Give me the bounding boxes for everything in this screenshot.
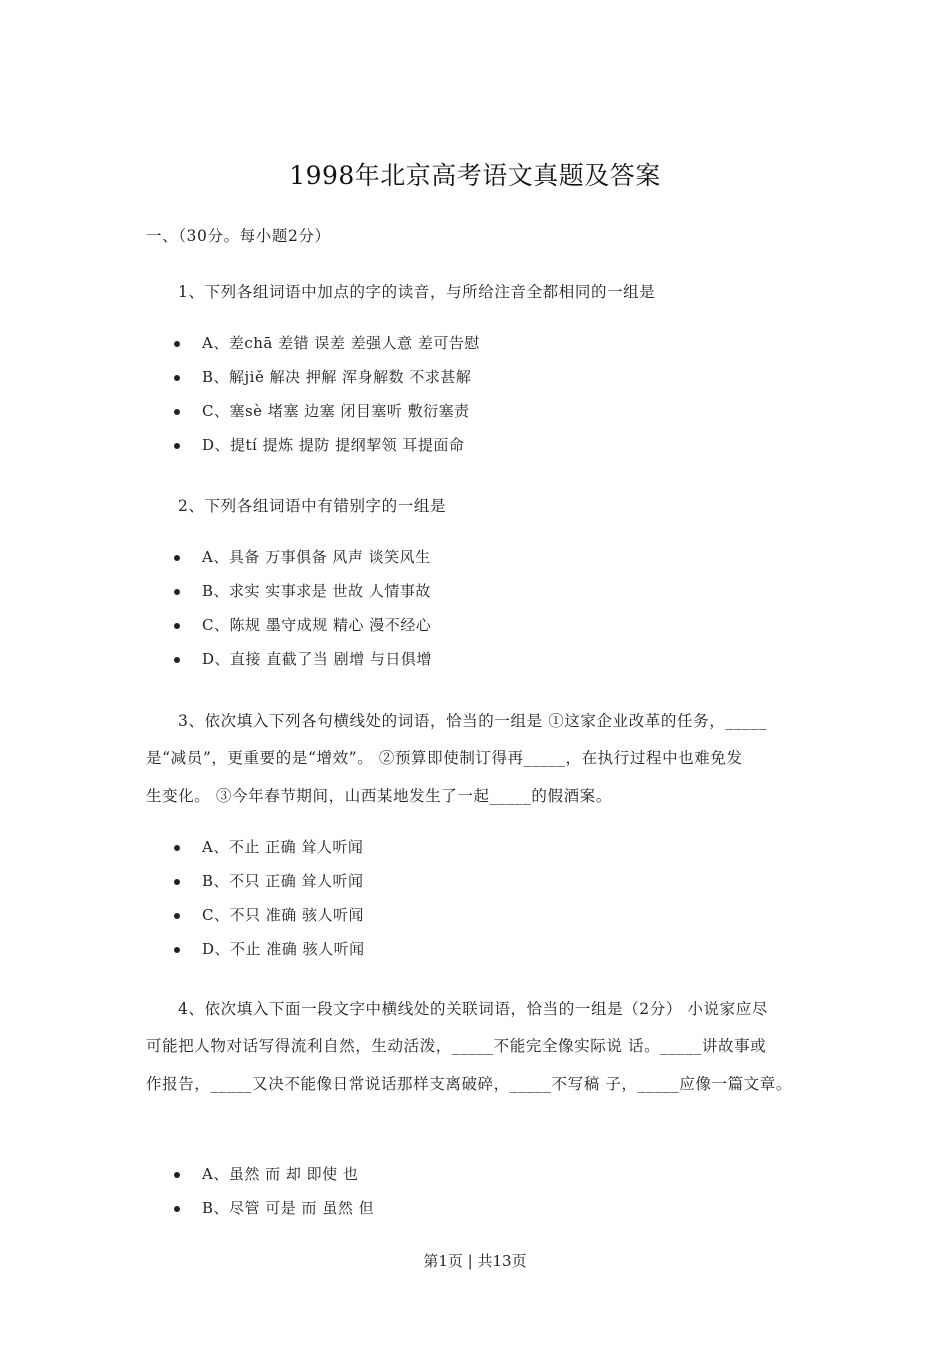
question-1-stem: 1、下列各组词语中加点的字的读音，与所给注音全都相同的一组是 <box>178 283 656 301</box>
option-4a: A、虽然 而 却 即使 也 <box>170 1157 374 1191</box>
question-2-options <box>170 540 432 676</box>
option-2d: D、直接 直截了当 剧增 与日俱增 <box>170 642 432 676</box>
option-3b: B、不只 正确 耸人听闻 <box>170 864 365 898</box>
option-1b: B、解jiě 解决 押解 浑身解数 不求甚解 <box>170 360 480 394</box>
option-1a: A、差chā 差错 误差 差强人意 差可告慰 <box>170 326 480 360</box>
page-footer: 第1页 | 共13页 <box>423 1252 527 1270</box>
question-3-stem-line-1: 3、依次填入下列各句横线处的词语，恰当的一组是 ①这家企业改革的任务，_____ <box>178 712 768 730</box>
option-4b: B、尽管 可是 而 虽然 但 <box>170 1191 374 1225</box>
option-2c: C、陈规 墨守成规 精心 漫不经心 <box>170 608 432 642</box>
question-3-options <box>170 830 365 966</box>
page-title: 1998年北京高考语文真题及答案 <box>289 161 661 190</box>
question-4-stem-line-3: 作报告，_____又决不能像日常说话那样支离破碎，_____不写稿 子，_____应像一篇文章。 <box>146 1075 792 1093</box>
option-2b: B、求实 实事求是 世故 人情事故 <box>170 574 432 608</box>
question-3-stem-line-2: 是“减员”，更重要的是“增效”。 ②预算即使制订得再_____，在执行过程中也难免发 <box>146 749 743 767</box>
option-3c: C、不只 准确 骇人听闻 <box>170 898 365 932</box>
question-2-stem: 2、下列各组词语中有错别字的一组是 <box>178 497 447 515</box>
question-3-stem-line-3: 生变化。 ③今年春节期间，山西某地发生了一起_____的假酒案。 <box>146 787 612 805</box>
option-1d: D、提tí 提炼 提防 提纲挈领 耳提面命 <box>170 428 480 462</box>
option-1c: C、塞sè 堵塞 边塞 闭目塞听 敷衍塞责 <box>170 394 480 428</box>
option-2a: A、具备 万事俱备 风声 谈笑风生 <box>170 540 432 574</box>
question-4-stem-line-2: 可能把人物对话写得流利自然，生动活泼，_____不能完全像实际说 话。_____讲故事或 <box>146 1037 767 1055</box>
option-3d: D、不止 准确 骇人听闻 <box>170 932 365 966</box>
question-4-stem-line-1: 4、依次填入下面一段文字中横线处的关联词语，恰当的一组是（2分） 小说家应尽 <box>178 1000 768 1018</box>
question-1-options <box>170 326 480 462</box>
option-3a: A、不止 正确 耸人听闻 <box>170 830 365 864</box>
section-heading: 一、（30分。每小题2分） <box>146 227 331 245</box>
question-4-options <box>170 1157 374 1225</box>
